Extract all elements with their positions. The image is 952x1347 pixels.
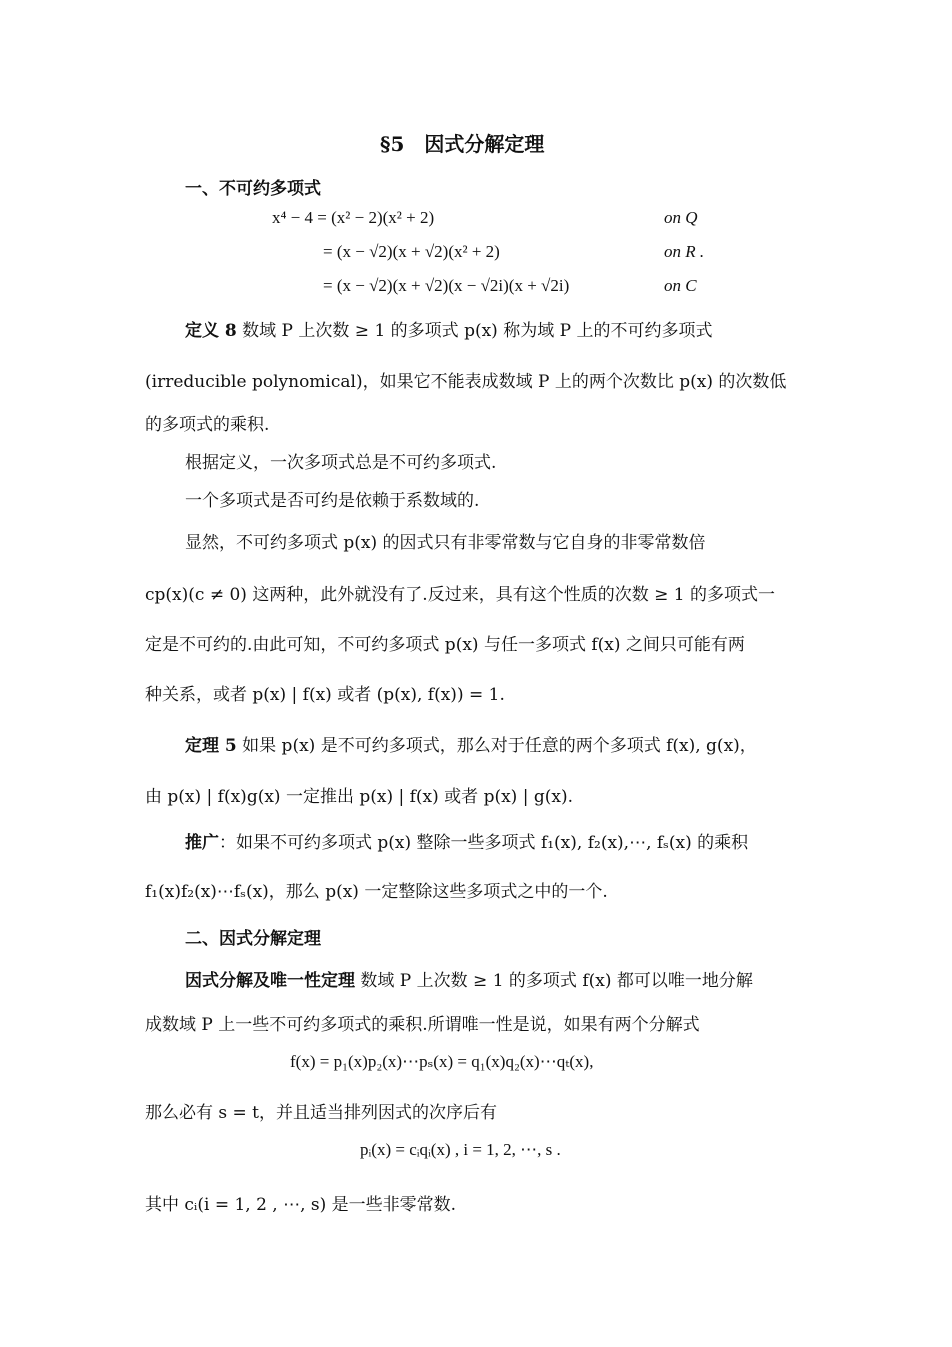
example-expr-3: = (x − √2)(x + √2)(x − √2i)(x + √2i): [323, 276, 570, 295]
generalization-text-1: ：如果不可约多项式 p(x) 整除一些多项式 f₁(x), f₂(x),⋯, fₛ(x) 的乘积: [219, 833, 749, 853]
factor-theorem-line-4: 其中 cᵢ(i = 1, 2 , ⋯, s) 是一些非零常数.: [145, 1195, 457, 1215]
page-title: §5 因式分解定理: [380, 132, 545, 156]
example-expr-2: = (x − √2)(x + √2)(x² + 2): [323, 242, 500, 261]
definition-8-text-1: 数域 P 上次数 ≥ 1 的多项式 p(x) 称为域 P 上的不可约多项式: [242, 321, 713, 341]
section-heading-irreducible: 一、不可约多项式: [185, 179, 321, 199]
example-field-1: on Q: [664, 208, 698, 227]
theorem-5-label: 定理 5: [185, 736, 237, 756]
generalization-line-2: f₁(x)f₂(x)⋯fₛ(x)，那么 p(x) 一定整除这些多项式之中的一个.: [145, 882, 608, 902]
factor-theorem-line-1: [185, 966, 753, 991]
factor-theorem-line-3: 那么必有 s = t，并且适当排列因式的次序后有: [145, 1103, 498, 1123]
factor-theorem-line-2: 成数域 P 上一些不可约多项式的乘积.所谓唯一性是说，如果有两个分解式: [145, 1015, 700, 1035]
theorem-5-line-2: 由 p(x) | f(x)g(x) 一定推出 p(x) | f(x) 或者 p(x) | g(x).: [145, 787, 573, 807]
factor-theorem-text-1: 数域 P 上次数 ≥ 1 的多项式 f(x) 都可以唯一地分解: [360, 971, 753, 991]
uniqueness-equation: pᵢ(x) = cᵢqᵢ(x) , i = 1, 2, ⋯, s .: [360, 1140, 561, 1159]
generalization-line-1: [185, 828, 748, 853]
obvious-line-3: 定是不可约的.由此可知，不可约多项式 p(x) 与任一多项式 f(x) 之间只可能有两: [145, 635, 745, 655]
definition-8-line-1: [185, 316, 807, 341]
example-field-3: on C: [664, 276, 697, 295]
theorem-5-line-1: [185, 731, 757, 756]
example-field-2: on R .: [664, 242, 705, 261]
definition-8-line-2: (irreducible polynomical)，如果它不能表成数域 P 上的两个次数比 p(x) 的次数低: [145, 372, 787, 392]
section-heading-factorization: 二、因式分解定理: [185, 929, 321, 949]
factorization-equation: f(x) = p₁(x)p₂(x)⋯pₛ(x) = q₁(x)q₂(x)⋯qₜ(x),: [290, 1052, 594, 1071]
definition-8-line-3: 的多项式的乘积.: [145, 415, 270, 435]
generalization-label: 推广: [185, 833, 219, 853]
definition-8-label: 定义 8: [185, 321, 237, 341]
obvious-line-2: cp(x)(c ≠ 0) 这两种，此外就没有了.反过来，具有这个性质的次数 ≥ 1 的多项式一: [145, 585, 775, 605]
factor-theorem-label: 因式分解及唯一性定理: [185, 971, 355, 991]
remark-linear-irreducible: 根据定义，一次多项式总是不可约多项式.: [185, 453, 497, 473]
example-expr-1: x⁴ − 4 = (x² − 2)(x² + 2): [272, 208, 435, 227]
remark-field-dependence: 一个多项式是否可约是依赖于系数域的.: [185, 491, 480, 511]
obvious-line-4: 种关系，或者 p(x) | f(x) 或者 (p(x), f(x)) = 1.: [145, 685, 505, 705]
theorem-5-text-1: 如果 p(x) 是不可约多项式，那么对于任意的两个多项式 f(x), g(x)，: [242, 736, 757, 756]
obvious-line-1: 显然，不可约多项式 p(x) 的因式只有非零常数与它自身的非零常数倍: [185, 533, 706, 553]
